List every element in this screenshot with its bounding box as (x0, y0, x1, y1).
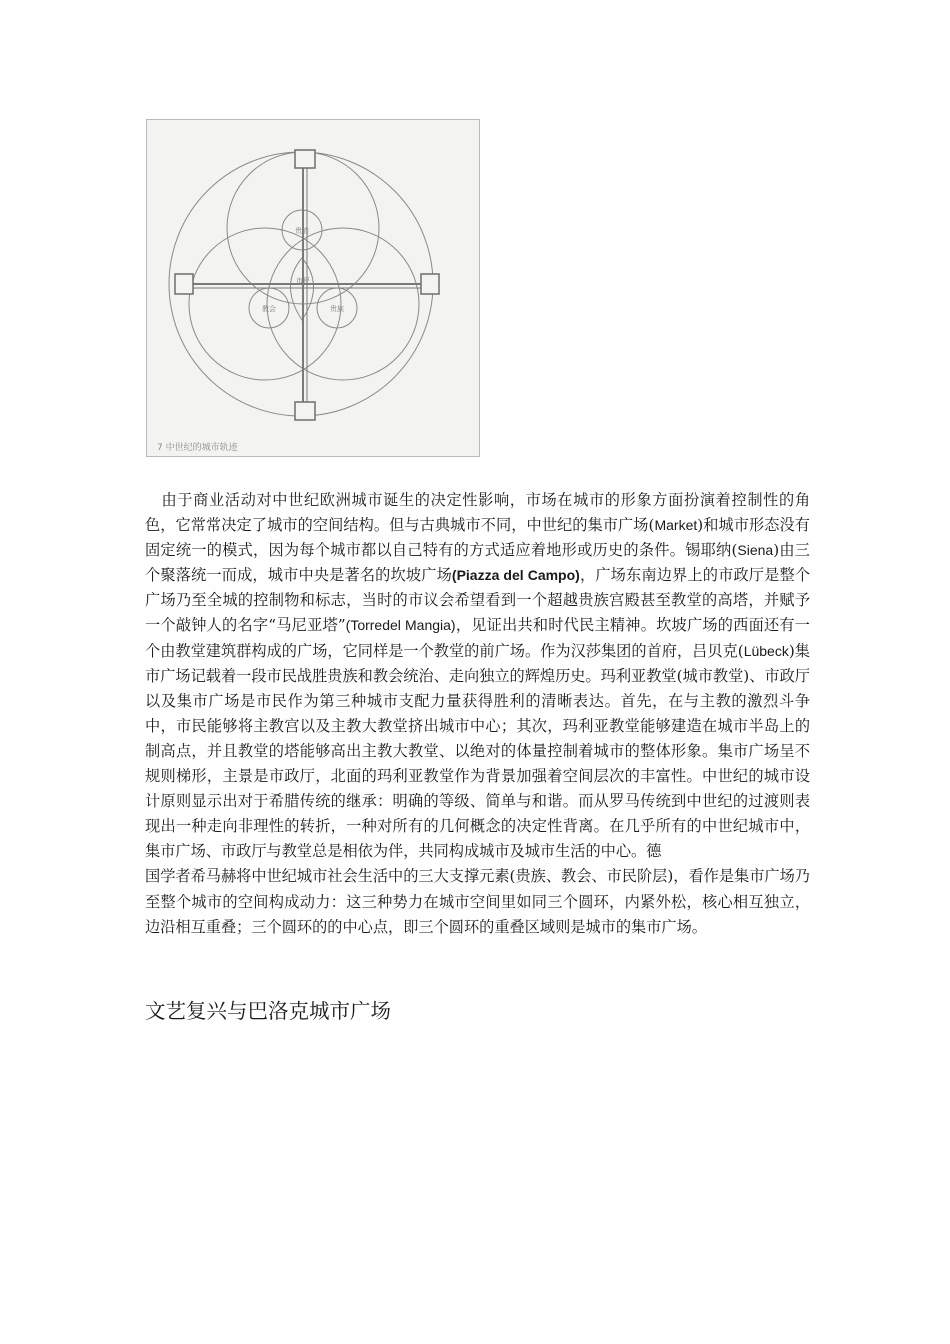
text-segment: )集市广场记载着一段市民战胜贵族和教会统治、走向独立的辉煌历史。玛利亚教堂(城市教堂)、市政厅以及集市广场是市民作为第三种城市支配力量获得胜利的清晰表达。首先，在与主教的激烈斗争中，市民能够将主教宫以及主教大教堂挤出城市中心；其次，玛利亚教堂能够建造在城市半岛上的制高点，并且教堂的塔能够高出主教大教堂、以绝对的体量控制着城市的整体形象。集市广场呈不规则梯形，主景是市政厅，北面的玛利亚教堂作为背景加强着空间层次的丰富性。中世纪的城市设计原则显示出对于希腊传统的继承：明确的等级、简单与和谐。而从罗马传统到中世纪的过渡则表现出一种走向非理性的转折，一种对所有的几何概念的决定性背离。在几乎所有的中世纪城市中，集市广场、市政厅与教堂总是相依为伴，共同构成城市及城市生活的中心。德 (145, 641, 810, 861)
city-structure-diagram (147, 120, 479, 456)
east-gate (421, 274, 439, 294)
paragraph-1 (145, 488, 810, 864)
text-segment: 由于商业活动对中世纪欧洲城市诞生的决定性影响，市场在城市的形象方面扮演着控制性的角色，它常常决定了城市的空间结构。但与古典城市不同，中世纪的集市广场( (145, 491, 811, 535)
section-heading: 文艺复兴与巴洛克城市广场 (145, 999, 391, 1023)
text-segment: )和城市形态没有固定统一的模式，因为每个城市都以自己特有的方式适应着地形或历史的条件。锡耶纳( (145, 516, 810, 560)
right-ring (267, 228, 419, 380)
paragraph-2: 国学者希马赫将中世纪城市社会生活中的三大支撑元素(贵族、教会、市民阶层)，看作是集市广场乃至整个城市的空间构成动力：这三种势力在城市空间里如同三个圆环，内紧外松，核心相互独立，边沿相互重叠；三个圆环的的中心点，即三个圆环的重叠区域则是城市的集市广场。 (145, 867, 810, 936)
south-gate (295, 402, 315, 420)
label-top: 贵族 (295, 227, 309, 235)
body-text (145, 488, 810, 940)
left-ring (189, 228, 341, 380)
city-diagram-figure (146, 119, 480, 457)
label-right: 贵族 (330, 305, 344, 313)
figure-caption: 7 中世纪的城市轨迹 (157, 443, 238, 453)
text-segment: )由三个聚落统一而成，城市中央是著名的坎坡广场 (145, 541, 810, 585)
north-gate (295, 150, 315, 168)
term-market: Market (654, 517, 698, 534)
term-lubeck: Lübeck (743, 642, 789, 659)
term-torre-del-mangia: (Torredel Mangia) (345, 617, 456, 634)
label-left: 教会 (262, 305, 276, 313)
text-segment: ，见证出共和时代民主精神。坎坡广场的西面还有一个由教堂建筑群构成的广场，它同样是一个教堂的前广场。作为汉莎集团的首府，吕贝克( (145, 616, 810, 660)
term-siena: Siena (737, 542, 774, 559)
west-gate (175, 274, 193, 294)
text-segment: ，广场东南边界上的市政厅是整个广场乃至全城的控制物和标志，当时的市议会希望看到一个超越贵族宫殿甚至教堂的高塔，并赋予一个敲钟人的名字“马尼亚塔” (145, 566, 811, 635)
label-center: 市民 (296, 277, 310, 285)
term-piazza-del-campo: (Piazza del Campo) (451, 567, 580, 584)
